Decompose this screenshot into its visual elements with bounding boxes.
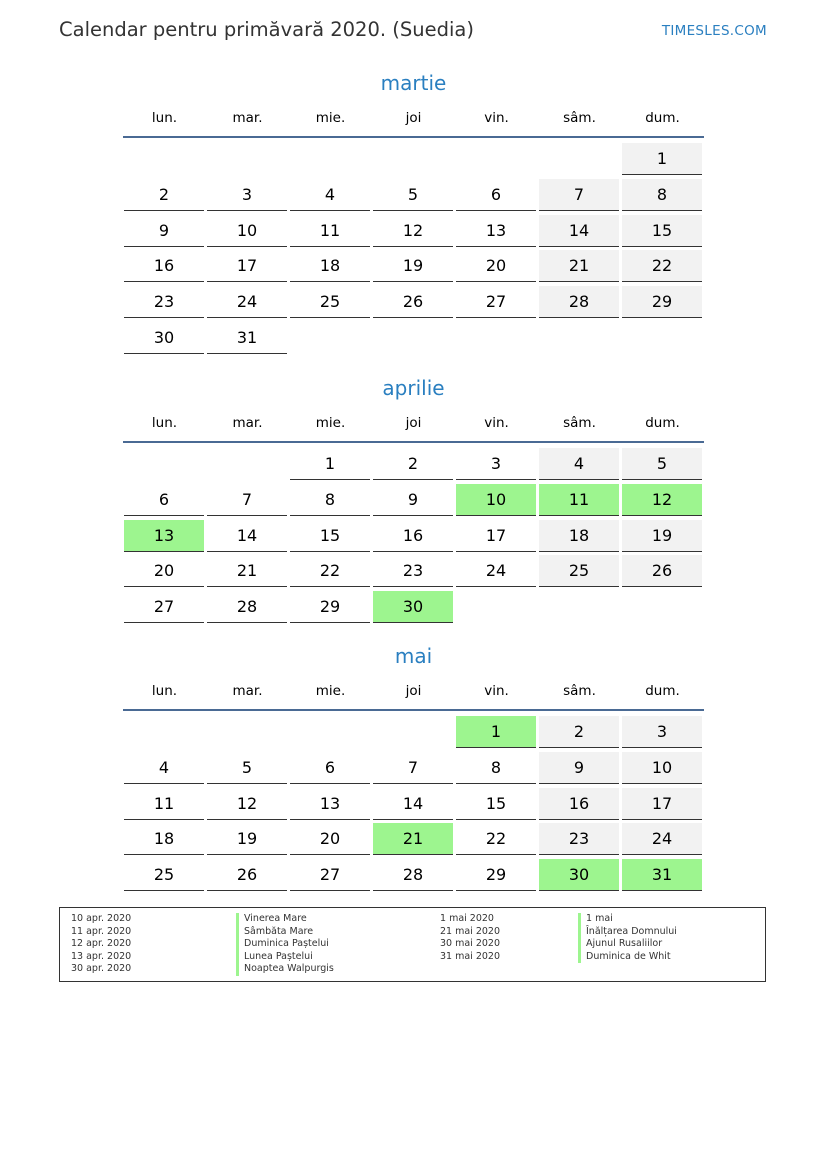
day-cell: 3: [207, 179, 287, 211]
weekday-label: mie.: [315, 683, 346, 699]
day-cell: 26: [622, 555, 702, 587]
weekday-label: lun.: [151, 415, 178, 431]
weekday-label: joi: [405, 415, 422, 431]
day-cell: 17: [622, 788, 702, 820]
day-cell: 20: [124, 555, 204, 587]
day-cell: 22: [622, 250, 702, 282]
legend-entry: 21 mai 2020: [440, 925, 501, 937]
weekday-label: mie.: [315, 110, 346, 126]
day-cell: 25: [539, 555, 619, 587]
weekday-label: dum.: [645, 110, 680, 126]
day-cell: 13: [456, 215, 536, 247]
legend-entry: Înălțarea Domnului: [578, 926, 677, 939]
empty-cell: [456, 143, 536, 174]
legend-entry: Sâmbăta Mare: [236, 926, 334, 939]
holiday-legend: [59, 907, 766, 982]
day-cell: 29: [622, 286, 702, 318]
empty-cell: [290, 716, 370, 747]
day-cell: 4: [124, 752, 204, 784]
legend-entry: Duminica Paștelui: [236, 938, 334, 951]
day-cell: 12: [207, 788, 287, 820]
day-cell: 6: [456, 179, 536, 211]
empty-cell: [290, 143, 370, 174]
day-cell: 18: [290, 250, 370, 282]
month-title: martie: [380, 71, 447, 95]
day-cell: 1: [456, 716, 536, 748]
day-cell: 7: [539, 179, 619, 211]
day-cell: 8: [622, 179, 702, 211]
day-cell: 16: [539, 788, 619, 820]
empty-cell: [539, 143, 619, 174]
day-cell: 6: [290, 752, 370, 784]
weekday-label: vin.: [484, 683, 509, 699]
day-cell: 28: [539, 286, 619, 318]
day-cell: 15: [622, 215, 702, 247]
legend-entry: 30 apr. 2020: [71, 963, 132, 975]
legend-entry: Lunea Paștelui: [236, 951, 334, 964]
weekday-label: mar.: [232, 415, 263, 431]
day-cell: 16: [124, 250, 204, 282]
day-cell: 24: [207, 286, 287, 318]
weekday-header: [123, 673, 704, 709]
day-cell: 23: [124, 286, 204, 318]
weekday-label: sâm.: [563, 110, 596, 126]
day-cell: 30: [373, 591, 453, 623]
empty-cell: [207, 716, 287, 747]
day-cell: 25: [290, 286, 370, 318]
day-cell: 1: [290, 448, 370, 480]
site-link[interactable]: TIMESLES.COM: [661, 23, 767, 39]
legend-right-names: [578, 913, 677, 963]
day-cell: 18: [539, 520, 619, 552]
day-cell: 14: [207, 520, 287, 552]
day-cell: 10: [207, 215, 287, 247]
day-cell: 3: [622, 716, 702, 748]
day-cell: 20: [290, 823, 370, 855]
weekday-label: sâm.: [563, 415, 596, 431]
day-cell: 27: [456, 286, 536, 318]
day-cell: 5: [207, 752, 287, 784]
weekday-label: joi: [405, 110, 422, 126]
day-cell: 21: [373, 823, 453, 855]
day-cell: 10: [622, 752, 702, 784]
weekday-label: mie.: [315, 415, 346, 431]
weekday-label: joi: [405, 683, 422, 699]
day-cell: 13: [124, 520, 204, 552]
day-cell: 9: [539, 752, 619, 784]
day-cell: 12: [622, 484, 702, 516]
day-cell: 16: [373, 520, 453, 552]
day-cell: 19: [373, 250, 453, 282]
day-cell: 11: [539, 484, 619, 516]
month-april: [123, 371, 704, 627]
month-title: aprilie: [382, 376, 445, 400]
day-cell: 23: [373, 555, 453, 587]
day-cell: 17: [456, 520, 536, 552]
legend-left-dates: [71, 913, 131, 976]
weekday-label: mar.: [232, 683, 263, 699]
legend-entry: Noaptea Walpurgis: [236, 963, 334, 976]
weekday-label: dum.: [645, 415, 680, 431]
month-may: [123, 639, 704, 895]
day-cell: 2: [373, 448, 453, 480]
day-cell: 30: [539, 859, 619, 891]
weekday-rule: [123, 136, 704, 138]
day-cell: 14: [539, 215, 619, 247]
day-cell: 8: [290, 484, 370, 516]
legend-entry: 11 apr. 2020: [71, 925, 132, 937]
day-cell: 29: [456, 859, 536, 891]
day-cell: 11: [124, 788, 204, 820]
day-cell: 27: [290, 859, 370, 891]
day-cell: 22: [456, 823, 536, 855]
empty-cell: [124, 143, 204, 174]
legend-entry: 31 mai 2020: [440, 950, 501, 962]
weekday-rule: [123, 441, 704, 443]
legend-entry: 1 mai: [578, 913, 677, 926]
legend-entry: 13 apr. 2020: [71, 950, 132, 962]
legend-entry: 30 mai 2020: [440, 938, 501, 950]
weekday-label: dum.: [645, 683, 680, 699]
weekday-label: vin.: [484, 110, 509, 126]
day-cell: 24: [456, 555, 536, 587]
day-cell: 9: [373, 484, 453, 516]
legend-left-names: [236, 913, 334, 976]
weekday-label: vin.: [484, 415, 509, 431]
day-cell: 30: [124, 322, 204, 354]
weekday-header: [123, 100, 704, 136]
weekday-rule: [123, 709, 704, 711]
empty-cell: [373, 143, 453, 174]
day-cell: 31: [622, 859, 702, 891]
day-cell: 24: [622, 823, 702, 855]
day-cell: 5: [373, 179, 453, 211]
day-grid: [123, 716, 704, 895]
day-cell: 19: [207, 823, 287, 855]
day-cell: 21: [539, 250, 619, 282]
day-cell: 27: [124, 591, 204, 623]
legend-entry: Duminica de Whit: [578, 951, 677, 964]
legend-entry: Ajunul Rusaliilor: [578, 938, 677, 951]
legend-entry: 12 apr. 2020: [71, 938, 132, 950]
weekday-header: [123, 405, 704, 441]
day-cell: 19: [622, 520, 702, 552]
empty-cell: [373, 716, 453, 747]
day-cell: 7: [207, 484, 287, 516]
page-title: Calendar pentru primăvară 2020. (Suedia): [59, 18, 474, 41]
day-cell: 26: [373, 286, 453, 318]
month-march: [123, 66, 704, 358]
day-cell: 31: [207, 322, 287, 354]
day-cell: 21: [207, 555, 287, 587]
empty-cell: [207, 448, 287, 479]
day-cell: 6: [124, 484, 204, 516]
day-cell: 28: [207, 591, 287, 623]
day-cell: 4: [290, 179, 370, 211]
legend-entry: Vinerea Mare: [236, 913, 334, 926]
legend-right-dates: [440, 913, 500, 963]
empty-cell: [124, 716, 204, 747]
day-cell: 2: [124, 179, 204, 211]
day-cell: 9: [124, 215, 204, 247]
day-cell: 25: [124, 859, 204, 891]
day-cell: 28: [373, 859, 453, 891]
day-cell: 15: [290, 520, 370, 552]
day-cell: 2: [539, 716, 619, 748]
day-cell: 22: [290, 555, 370, 587]
day-cell: 8: [456, 752, 536, 784]
month-title: mai: [394, 644, 433, 668]
day-cell: 15: [456, 788, 536, 820]
legend-entry: 10 apr. 2020: [71, 913, 132, 924]
day-cell: 13: [290, 788, 370, 820]
empty-cell: [207, 143, 287, 174]
day-cell: 29: [290, 591, 370, 623]
day-grid: [123, 448, 704, 627]
weekday-label: sâm.: [563, 683, 596, 699]
weekday-label: lun.: [151, 683, 178, 699]
weekday-label: lun.: [151, 110, 178, 126]
day-cell: 4: [539, 448, 619, 480]
weekday-label: mar.: [232, 110, 263, 126]
day-cell: 1: [622, 143, 702, 175]
day-cell: 5: [622, 448, 702, 480]
day-cell: 26: [207, 859, 287, 891]
day-cell: 23: [539, 823, 619, 855]
day-cell: 14: [373, 788, 453, 820]
empty-cell: [124, 448, 204, 479]
day-grid: [123, 143, 704, 358]
day-cell: 11: [290, 215, 370, 247]
day-cell: 7: [373, 752, 453, 784]
day-cell: 18: [124, 823, 204, 855]
day-cell: 10: [456, 484, 536, 516]
day-cell: 20: [456, 250, 536, 282]
legend-entry: 1 mai 2020: [440, 913, 494, 924]
day-cell: 17: [207, 250, 287, 282]
day-cell: 3: [456, 448, 536, 480]
day-cell: 12: [373, 215, 453, 247]
